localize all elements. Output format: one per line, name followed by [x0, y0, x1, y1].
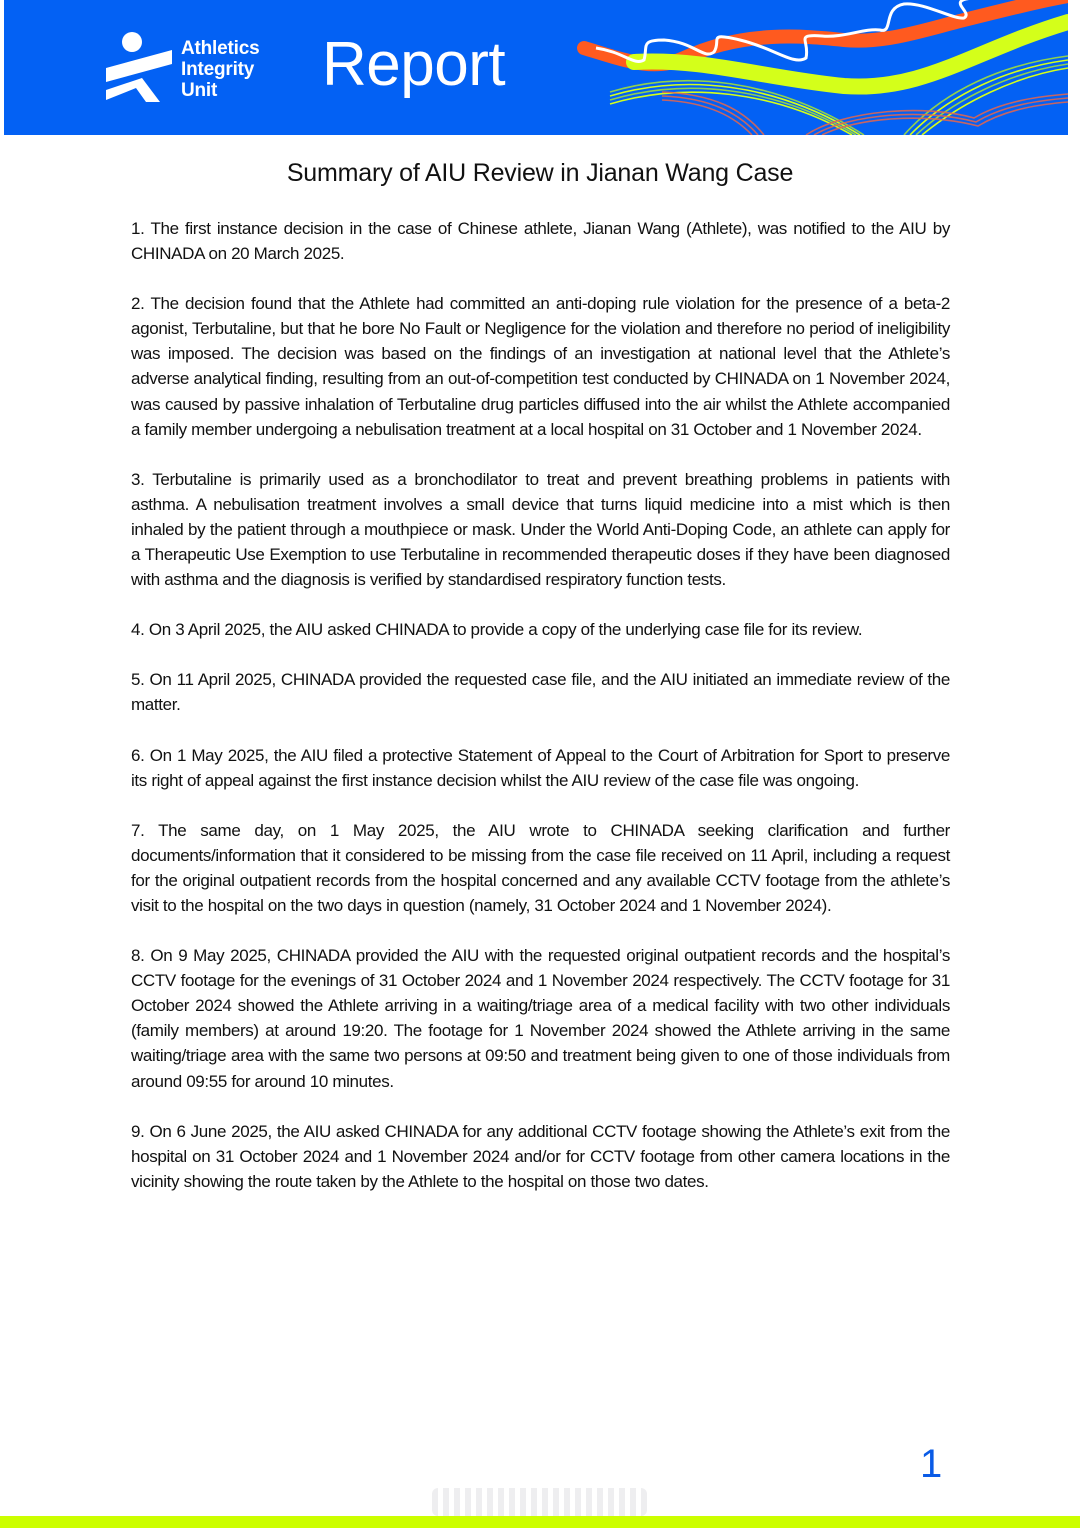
report-label: Report [322, 30, 506, 99]
decorative-track-lines-icon [544, 0, 1068, 135]
logo-line-2: Integrity [181, 59, 255, 80]
watermark-overlay [432, 1488, 647, 1516]
document-body [131, 216, 950, 1219]
logo-line-3: Unit [181, 80, 218, 101]
report-header-banner [4, 0, 1068, 135]
paragraph-9: 9. On 6 June 2025, the AIU asked CHINADA for any additional CCTV footage showing the Athlete’s exit from the hospital on 31 October 2024 and 1 November 2024 and/or for CCTV footage from other camera locations in the vicinity showing the route taken by the Athlete to the hospital on those two dates. [131, 1121, 950, 1191]
paragraph-4: 4. On 3 April 2025, the AIU asked CHINADA to provide a copy of the underlying case file for its review. [131, 620, 863, 640]
paragraph-8: 8. On 9 May 2025, CHINADA provided the AIU with the requested original outpatient records and the hospital’s CCTV footage for the evenings of 31 October 2024 and 1 November 2024 respectively. The CCTV footage for 31 October 2024 showed the Athlete arriving in a waiting/triage area of a medical facility with two other individuals (family members) at around 19:20. The footage for 1 November 2024 showed the Athlete arriving in the same waiting/triage area with the same two persons at 09:50 and treatment being given to one of those individuals from around 09:55 for around 10 minutes. [131, 946, 950, 1091]
paragraph-2: 2. The decision found that the Athlete had committed an anti-doping rule violation for the presence of a beta-2 agonist, Terbutaline, but that he bore No Fault or Negligence for the violation and therefore no period of ineligibility was imposed. The decision was based on the findings of an investigation at national level that the Athlete’s adverse analytical finding, resulting from an out-of-competition test conducted by CHINADA on 1 November 2024, was caused by passive inhalation of Terbutaline drug particles diffused into the air whilst the Athlete accompanied a family member undergoing a nebulisation treatment at a local hospital on 31 October and 1 November 2024. [131, 294, 950, 439]
footer-accent-bar [0, 1516, 1080, 1528]
paragraph-1: 1. The first instance decision in the case of Chinese athlete, Jianan Wang (Athlete), was notified to the AIU by CHINADA on 20 March 2025. [131, 219, 950, 264]
paragraph-6: 6. On 1 May 2025, the AIU filed a protective Statement of Appeal to the Court of Arbitration for Sport to preserve its right of appeal against the first instance decision whilst the AIU review of the case file was ongoing. [131, 745, 950, 790]
document-title: Summary of AIU Review in Jianan Wang Case [286, 159, 794, 187]
page-number: 1 [920, 1442, 943, 1486]
paragraph-7: 7. The same day, on 1 May 2025, the AIU wrote to CHINADA seeking clarification and further documents/information that it considered to be missing from the case file received on 11 April, including a request for the original outpatient records from the hospital concerned and any available CCTV footage from the athlete’s visit to the hospital on the two days in question (namely, 31 October 2024 and 1 November 2024). [131, 820, 950, 915]
logo-line-1: Athletics [181, 38, 260, 59]
paragraph-3: 3. Terbutaline is primarily used as a bronchodilator to treat and prevent breathing problems in patients with asthma. A nebulisation treatment involves a small device that turns liquid medicine into a mist which is then inhaled by the patient through a mouthpiece or mask. Under the World Anti-Doping Code, an athlete can apply for a Therapeutic Use Exemption to use Terbutaline in recommended therapeutic doses if they have been diagnosed with asthma and the diagnosis is verified by standardised respiratory function tests. [131, 469, 950, 590]
aiu-runner-logo-icon [102, 28, 174, 104]
paragraph-5: 5. On 11 April 2025, CHINADA provided the requested case file, and the AIU initiated an immediate review of the matter. [131, 670, 950, 715]
aiu-logo-wordmark [181, 38, 259, 101]
